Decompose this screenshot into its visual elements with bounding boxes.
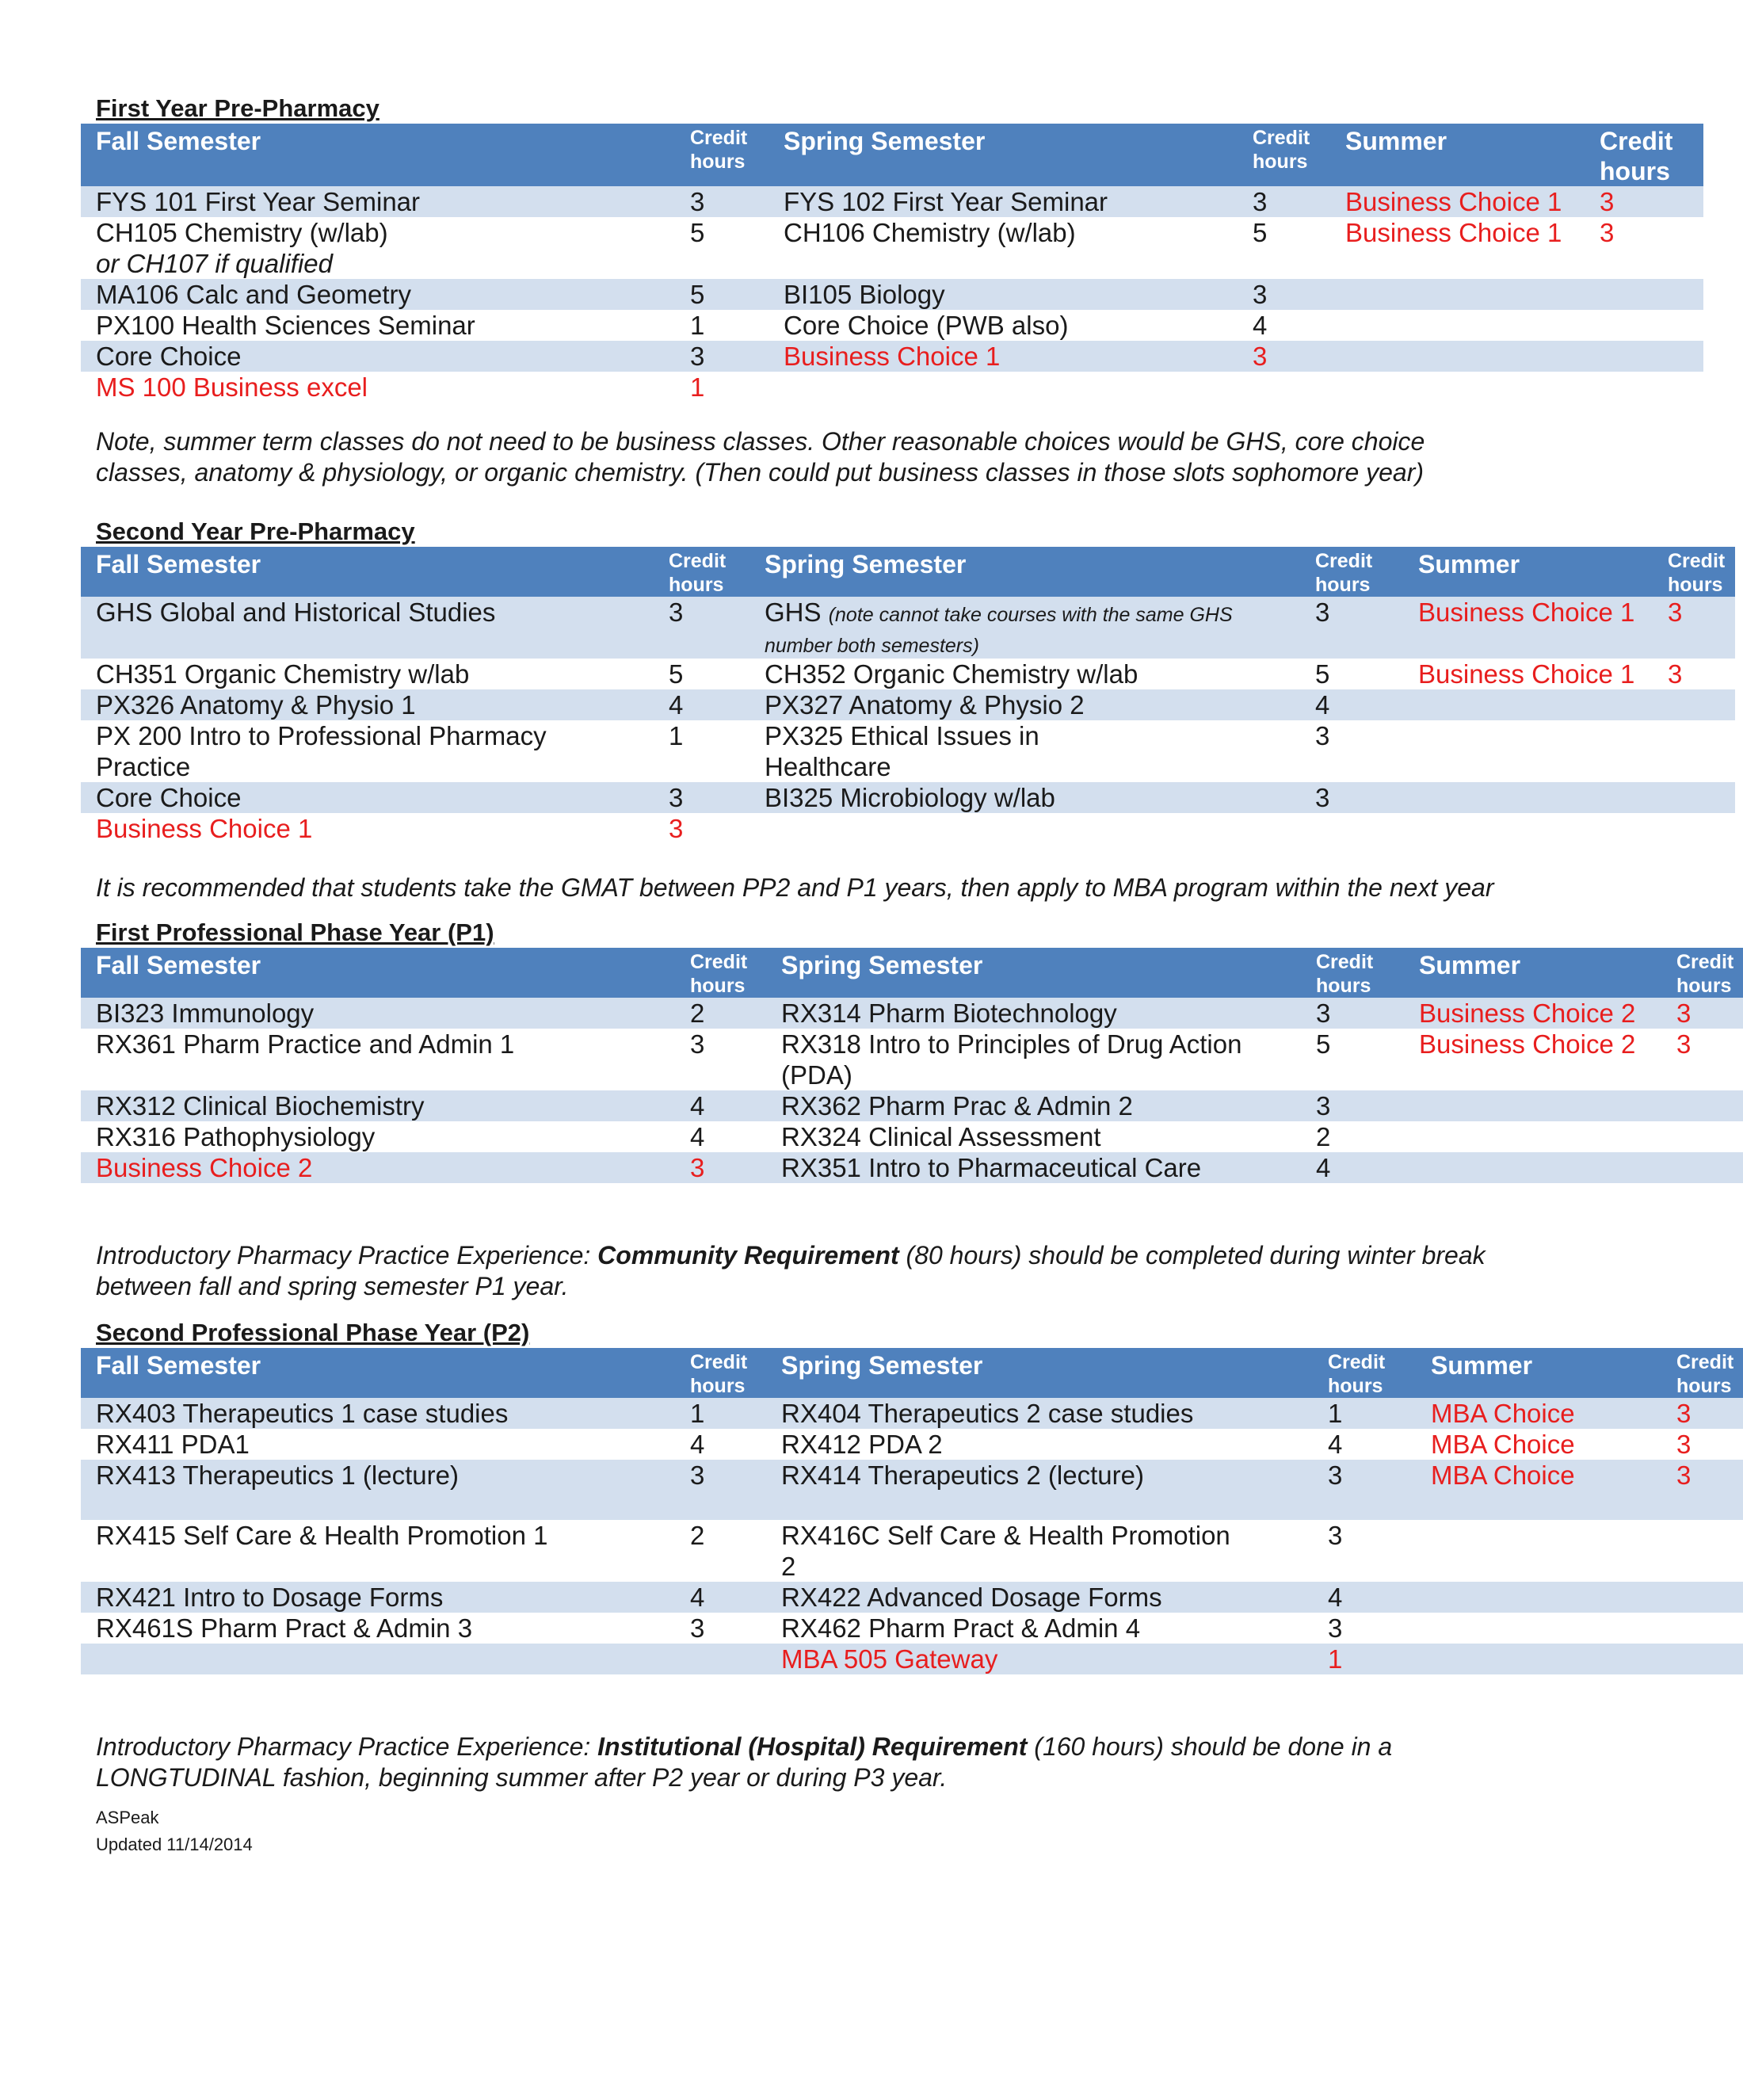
- table-row: [81, 659, 1735, 689]
- note-summer-classes: Note, summer term classes do not need to be business classes. Other reasonable choices would be GHS, core choice classes, anatomy & physiology, or organic chemistry. (Then could put business classes in those slots sophomore year): [96, 427, 1425, 487]
- header-fall: Fall Semester: [81, 547, 654, 597]
- fall-credit: 4: [690, 1430, 705, 1459]
- table-header-row: [81, 124, 1703, 186]
- summer-credit: 3: [1661, 1460, 1743, 1520]
- summer-credit: [1585, 279, 1703, 310]
- fall-credit: 4: [654, 689, 749, 720]
- spring-credit: 3: [1238, 186, 1330, 217]
- fall-course: Core Choice: [81, 341, 675, 372]
- spring-credit: 3: [1300, 597, 1403, 659]
- summer-credit: 3: [1661, 1398, 1743, 1429]
- fall-course: Business Choice 2: [81, 1152, 675, 1183]
- summer-course: Business Choice 2: [1419, 1029, 1636, 1059]
- spring-credit: 3: [1328, 1521, 1343, 1550]
- summer-credit: [1653, 782, 1735, 813]
- fall-course: PX 200 Intro to Professional Pharmacy Practice: [96, 721, 547, 781]
- table-row: [81, 1582, 1743, 1613]
- footer: [81, 1804, 1545, 1858]
- spring-credit: 3: [1301, 998, 1404, 1029]
- note-institutional-requirement: [81, 1732, 1545, 1793]
- table-row: [81, 217, 1703, 279]
- table-row: [81, 1613, 1743, 1644]
- header-summer-credit: Credit hours: [1661, 1348, 1743, 1398]
- spring-course: RX351 Intro to Pharmaceutical Care: [766, 1152, 1301, 1183]
- fall-course: RX361 Pharm Practice and Admin 1: [96, 1029, 515, 1059]
- fall-credit: 2: [690, 1521, 705, 1550]
- spring-credit: 3: [1301, 1090, 1404, 1121]
- table-row: [81, 1090, 1743, 1121]
- spring-course: PX325 Ethical Issues in Healthcare: [765, 721, 1039, 781]
- table-row: [81, 1644, 1743, 1674]
- header-fall-credit: Credit hours: [675, 948, 766, 998]
- spring-credit: 4: [1300, 689, 1403, 720]
- note-community-requirement: [81, 1240, 1545, 1302]
- table-row: [81, 310, 1703, 341]
- header-spring: Spring Semester: [749, 547, 1300, 597]
- fall-course: Business Choice 1: [96, 814, 313, 843]
- header-summer: Summer: [1330, 124, 1585, 186]
- table-row: [81, 782, 1735, 813]
- header-summer-credit: Credit hours: [1585, 124, 1703, 186]
- summer-course: [1330, 341, 1585, 372]
- summer-credit: [1661, 1613, 1743, 1644]
- summer-credit: [1585, 310, 1703, 341]
- fall-credit: 5: [669, 659, 684, 689]
- summer-credit: 3: [1585, 186, 1703, 217]
- header-spring: Spring Semester: [769, 124, 1238, 186]
- summer-course: [1403, 782, 1653, 813]
- spring-course: RX362 Pharm Prac & Admin 2: [766, 1090, 1301, 1121]
- summer-course: [1403, 689, 1653, 720]
- spring-credit: 3: [1328, 1613, 1343, 1643]
- note-bold: Institutional (Hospital) Requirement: [597, 1732, 1028, 1761]
- fall-course: RX421 Intro to Dosage Forms: [81, 1582, 675, 1613]
- fall-credit: 3: [675, 186, 769, 217]
- summer-course: Business Choice 1: [1418, 659, 1635, 689]
- spring-credit: 4: [1253, 311, 1268, 340]
- header-fall: Fall Semester: [81, 124, 675, 186]
- summer-credit: 3: [1676, 1430, 1692, 1459]
- schedule-table-p2: [81, 1348, 1743, 1674]
- spring-credit: [1238, 372, 1330, 403]
- fall-course: MS 100 Business excel: [96, 372, 368, 402]
- summer-credit: [1661, 1090, 1743, 1121]
- summer-course: [1416, 1613, 1661, 1644]
- fall-course: GHS Global and Historical Studies: [81, 597, 654, 659]
- fall-course-note: or CH107 if qualified: [96, 249, 333, 278]
- schedule-table-p1: [81, 948, 1743, 1183]
- spring-course: BI325 Microbiology w/lab: [749, 782, 1300, 813]
- summer-course: [1404, 1121, 1661, 1152]
- spring-credit: 4: [1328, 1430, 1343, 1459]
- spring-credit: 4: [1313, 1582, 1416, 1613]
- summer-credit: 3: [1668, 659, 1683, 689]
- summer-course: MBA Choice: [1416, 1460, 1661, 1520]
- summer-credit: 3: [1653, 597, 1735, 659]
- table-header-row: [81, 1348, 1743, 1398]
- fall-credit: 4: [675, 1090, 766, 1121]
- spring-credit: 3: [1315, 721, 1330, 750]
- summer-credit: [1585, 372, 1703, 403]
- header-spring-credit: Credit hours: [1301, 948, 1404, 998]
- summer-course: MBA Choice: [1431, 1430, 1575, 1459]
- fall-course: RX316 Pathophysiology: [96, 1122, 376, 1151]
- spring-credit: 2: [1316, 1122, 1331, 1151]
- spring-course: FYS 102 First Year Seminar: [769, 186, 1238, 217]
- summer-course: [1416, 1582, 1661, 1613]
- note-bold: Community Requirement: [597, 1241, 899, 1270]
- fall-credit: 5: [690, 218, 705, 247]
- header-spring: Spring Semester: [766, 948, 1301, 998]
- summer-credit: [1661, 1520, 1743, 1582]
- note-gmat: It is recommended that students take the GMAT between PP2 and P1 years, then apply to MBA program within the next year: [96, 873, 1494, 902]
- fall-credit: 3: [654, 782, 749, 813]
- fall-credit: 3: [654, 597, 749, 659]
- table-row: [81, 1398, 1743, 1429]
- fall-course: RX413 Therapeutics 1 (lecture): [81, 1460, 675, 1520]
- fall-course: PX100 Health Sciences Seminar: [96, 311, 475, 340]
- fall-course: CH351 Organic Chemistry w/lab: [96, 659, 470, 689]
- spring-credit: 5: [1316, 1029, 1331, 1059]
- summer-course: [1416, 1644, 1661, 1674]
- table-row: [81, 186, 1703, 217]
- summer-course: [1416, 1520, 1661, 1582]
- summer-credit: [1661, 1121, 1743, 1152]
- footer-updated: Updated 11/14/2014: [96, 1835, 253, 1854]
- table-row: [81, 720, 1735, 782]
- summer-credit: [1653, 689, 1735, 720]
- table-row: [81, 372, 1703, 403]
- header-spring-credit: Credit hours: [1313, 1348, 1416, 1398]
- spring-course: [749, 813, 1300, 844]
- header-summer-credit: Credit hours: [1653, 547, 1735, 597]
- spring-course: RX462 Pharm Pract & Admin 4: [781, 1613, 1141, 1643]
- fall-course: RX415 Self Care & Health Promotion 1: [96, 1521, 548, 1550]
- summer-credit: [1661, 1582, 1743, 1613]
- summer-course: Business Choice 1: [1345, 218, 1562, 247]
- spring-course: RX314 Pharm Biotechnology: [766, 998, 1301, 1029]
- spring-credit: [1300, 813, 1403, 844]
- note-pre: Introductory Pharmacy Practice Experience:: [96, 1241, 598, 1270]
- summer-credit: [1585, 341, 1703, 372]
- fall-credit: 1: [669, 721, 684, 750]
- table-row: [81, 597, 1735, 659]
- spring-course: RX422 Advanced Dosage Forms: [766, 1582, 1313, 1613]
- fall-credit: 1: [690, 372, 705, 402]
- note-pre: Introductory Pharmacy Practice Experience:: [96, 1732, 598, 1761]
- summer-course: Business Choice 2: [1404, 998, 1661, 1029]
- summer-credit: 3: [1600, 218, 1615, 247]
- fall-course: PX326 Anatomy & Physio 1: [81, 689, 654, 720]
- fall-credit: 4: [690, 1122, 705, 1151]
- summer-credit: [1653, 720, 1735, 782]
- table-row: [81, 341, 1703, 372]
- header-spring: Spring Semester: [766, 1348, 1313, 1398]
- spring-credit: 1: [1313, 1644, 1416, 1674]
- fall-course: RX461S Pharm Pract & Admin 3: [96, 1613, 473, 1643]
- spring-credit: 3: [1238, 279, 1330, 310]
- summer-course: [1403, 813, 1653, 844]
- spring-course: RX412 PDA 2: [781, 1430, 943, 1459]
- spring-course: RX324 Clinical Assessment: [781, 1122, 1101, 1151]
- fall-course: RX312 Clinical Biochemistry: [81, 1090, 675, 1121]
- table-row: [81, 998, 1743, 1029]
- header-spring-credit: Credit hours: [1238, 124, 1330, 186]
- header-fall: Fall Semester: [81, 948, 675, 998]
- spring-course-note: (note cannot take courses with the same GHS number both semesters): [765, 604, 1233, 657]
- spring-course: CH106 Chemistry (w/lab): [784, 218, 1076, 247]
- table-row: [81, 279, 1703, 310]
- summer-course: Business Choice 1: [1403, 597, 1653, 659]
- spring-credit: 3: [1238, 341, 1330, 372]
- table-header-row: [81, 547, 1735, 597]
- fall-course: MA106 Calc and Geometry: [81, 279, 675, 310]
- spring-credit: 5: [1253, 218, 1268, 247]
- table-row: [81, 689, 1735, 720]
- spring-course: Business Choice 1: [769, 341, 1238, 372]
- fall-credit: 3: [675, 1460, 766, 1520]
- summer-course: [1403, 720, 1653, 782]
- spring-course: [769, 372, 1238, 403]
- fall-course: RX403 Therapeutics 1 case studies: [81, 1398, 675, 1429]
- summer-credit: [1661, 1644, 1743, 1674]
- summer-course: [1330, 279, 1585, 310]
- fall-credit: 3: [675, 341, 769, 372]
- section-title-first-year: First Year Pre-Pharmacy: [96, 94, 379, 122]
- section-title-p2: Second Professional Phase Year (P2): [96, 1319, 530, 1346]
- spring-credit: 1: [1313, 1398, 1416, 1429]
- spring-course: RX414 Therapeutics 2 (lecture): [766, 1460, 1313, 1520]
- header-fall-credit: Credit hours: [675, 124, 769, 186]
- header-fall: Fall Semester: [81, 1348, 675, 1398]
- fall-credit: 3: [690, 1029, 705, 1059]
- header-summer: Summer: [1416, 1348, 1661, 1398]
- footer-author: ASPeak: [96, 1808, 159, 1827]
- fall-credit: 3: [675, 1152, 766, 1183]
- fall-course: [81, 217, 675, 279]
- note-post: (160 hours) should be done in a LONGTUDINAL fashion, beginning summer after P2 year or during P3 year.: [96, 1732, 1393, 1792]
- fall-credit: 1: [675, 1398, 766, 1429]
- table-row: [81, 1460, 1743, 1520]
- table-row: [81, 1520, 1743, 1582]
- header-spring-credit: Credit hours: [1300, 547, 1403, 597]
- fall-credit: 2: [675, 998, 766, 1029]
- summer-course: [1404, 1152, 1661, 1183]
- fall-credit: 3: [690, 1613, 705, 1643]
- fall-course-name: CH105 Chemistry (w/lab): [96, 218, 388, 247]
- spring-credit: 3: [1300, 782, 1403, 813]
- table-header-row: [81, 948, 1743, 998]
- summer-course: [1330, 310, 1585, 341]
- summer-credit: [1653, 813, 1735, 844]
- fall-course: Core Choice: [81, 782, 654, 813]
- spring-credit: 4: [1301, 1152, 1404, 1183]
- header-summer-credit: Credit hours: [1661, 948, 1743, 998]
- document-page: [81, 94, 1734, 1858]
- spring-credit: 5: [1315, 659, 1330, 689]
- spring-course: [749, 597, 1300, 659]
- spring-course: RX416C Self Care & Health Promotion 2: [781, 1521, 1230, 1581]
- summer-credit: [1661, 1152, 1743, 1183]
- section-title-p1: First Professional Phase Year (P1): [96, 918, 494, 946]
- spring-course: PX327 Anatomy & Physio 2: [749, 689, 1300, 720]
- fall-course: FYS 101 First Year Seminar: [81, 186, 675, 217]
- header-summer: Summer: [1404, 948, 1661, 998]
- summer-credit: 3: [1661, 998, 1743, 1029]
- header-fall-credit: Credit hours: [654, 547, 749, 597]
- table-row: [81, 1429, 1743, 1460]
- spring-credit: 3: [1313, 1460, 1416, 1520]
- fall-course: [81, 1644, 675, 1674]
- fall-credit: 4: [675, 1582, 766, 1613]
- fall-course: RX411 PDA1: [96, 1430, 250, 1459]
- fall-credit: [675, 1644, 766, 1674]
- fall-credit: 3: [669, 814, 684, 843]
- fall-credit: 5: [675, 279, 769, 310]
- spring-course: BI105 Biology: [769, 279, 1238, 310]
- spring-course: CH352 Organic Chemistry w/lab: [765, 659, 1138, 689]
- summer-course: [1404, 1090, 1661, 1121]
- table-row: [81, 1121, 1743, 1152]
- summer-course: Business Choice 1: [1330, 186, 1585, 217]
- schedule-table-first-year: [81, 124, 1703, 403]
- table-row: [81, 1152, 1743, 1183]
- spring-course: RX318 Intro to Principles of Drug Action (PDA): [781, 1029, 1242, 1090]
- fall-credit: 1: [690, 311, 705, 340]
- table-row: [81, 1029, 1743, 1090]
- summer-course: [1330, 372, 1585, 403]
- table-row: [81, 813, 1735, 844]
- spring-course: RX404 Therapeutics 2 case studies: [766, 1398, 1313, 1429]
- note-post: (80 hours) should be completed during winter break between fall and spring semester P1 year.: [96, 1241, 1486, 1300]
- summer-credit: 3: [1676, 1029, 1692, 1059]
- fall-course: BI323 Immunology: [81, 998, 675, 1029]
- header-fall-credit: Credit hours: [675, 1348, 766, 1398]
- section-title-second-year: Second Year Pre-Pharmacy: [96, 517, 415, 545]
- header-summer: Summer: [1403, 547, 1653, 597]
- spring-course-name: GHS: [765, 598, 822, 627]
- spring-course: Core Choice (PWB also): [784, 311, 1069, 340]
- summer-course: MBA Choice: [1416, 1398, 1661, 1429]
- spring-course: MBA 505 Gateway: [766, 1644, 1313, 1674]
- schedule-table-second-year: [81, 547, 1735, 844]
